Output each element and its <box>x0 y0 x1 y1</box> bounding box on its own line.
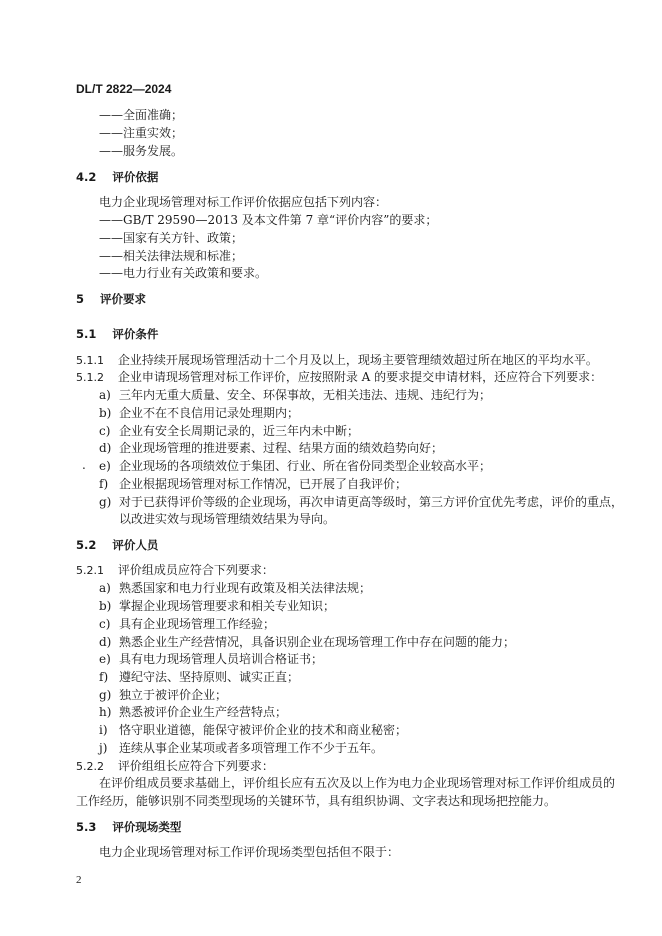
list-text: 独立于被评价企业； <box>119 688 228 702</box>
list-text: 熟悉被评价企业生产经营特点； <box>119 705 288 719</box>
list-text: 企业根据现场管理对标工作情况，已开展了自我评价； <box>119 477 408 491</box>
list-label: f) <box>99 477 109 491</box>
list-text: 对于已获得评价等级的企业现场，再次申请更高等级时，第三方评价宜优先考虑，评价的重点， <box>119 495 624 509</box>
list-item <box>99 405 299 421</box>
list-item <box>99 598 335 614</box>
list-label: e) <box>99 652 111 666</box>
list-label: h) <box>99 705 112 719</box>
list-label: g) <box>99 495 112 509</box>
list-item <box>99 387 491 403</box>
list-text: 企业有安全长周期记录的，近三年内未中断； <box>119 424 360 438</box>
list-item-continuation: 以改进实效与现场管理绩效结果为导向。 <box>119 512 336 526</box>
list-label: c) <box>99 424 111 438</box>
list-item <box>99 440 443 456</box>
list-item <box>99 740 383 756</box>
section-number: 5.1 <box>76 327 97 341</box>
clause-number: 5.1.1 <box>76 354 104 367</box>
list-text: 具有企业现场管理工作经验； <box>119 617 276 631</box>
list-item <box>99 494 623 510</box>
section-title: 评价要求 <box>100 292 147 306</box>
list-item: ——国家有关方针、政策； <box>99 231 244 245</box>
list-item: ——GB/T 29590—2013 及本文件第 7 章“评价内容”的要求； <box>99 213 438 227</box>
intro-item: ——全面准确； <box>99 108 184 122</box>
list-item <box>99 669 299 685</box>
section-number: 5 <box>76 292 85 306</box>
list-label: c) <box>99 617 111 631</box>
list-item <box>99 616 275 632</box>
clause-5-1-1 <box>76 352 598 369</box>
clause-number: 5.2.1 <box>76 564 104 577</box>
list-item <box>99 458 491 474</box>
list-text: 企业不在不良信用记录处理期内； <box>119 406 300 420</box>
list-item: ——电力行业有关政策和要求。 <box>99 266 268 280</box>
list-item <box>99 651 323 667</box>
list-item <box>99 722 407 738</box>
clause-5-1-2 <box>76 369 602 386</box>
intro-item: ——服务发展。 <box>99 144 184 158</box>
list-text: 遵纪守法、坚持原则、诚实正直； <box>119 670 300 684</box>
section-number: 5.3 <box>76 820 97 834</box>
list-text: 熟悉国家和电力行业现有政策及相关法律法规； <box>119 581 372 595</box>
list-text: 恪守职业道德，能保守被评价企业的技术和商业秘密； <box>119 723 408 737</box>
section-5-2-heading <box>76 537 158 553</box>
section-title: 评价人员 <box>112 538 159 552</box>
paragraph-line: 工作经历，能够识别不同类型现场的关键环节，具有组织协调、文字表达和现场把控能力。 <box>76 794 557 808</box>
clause-number: 5.2.2 <box>76 760 104 773</box>
list-label: a) <box>99 388 111 402</box>
section-title: 评价现场类型 <box>112 820 182 834</box>
page-number: 2 <box>76 874 82 886</box>
list-label: b) <box>99 599 112 613</box>
section-5-3-lead: 电力企业现场管理对标工作评价现场类型包括但不限于： <box>99 845 400 859</box>
list-label: j) <box>99 741 108 755</box>
section-4-2-lead: 电力企业现场管理对标工作评价依据应包括下列内容： <box>99 195 388 209</box>
clause-text: 企业申请现场管理对标工作评价，应按照附录 A 的要求提交申请材料，还应符合下列要求： <box>117 370 603 384</box>
list-label: i) <box>99 723 108 737</box>
list-label: b) <box>99 406 112 420</box>
section-title: 评价依据 <box>112 170 159 184</box>
list-text: 具有电力现场管理人员培训合格证书； <box>119 652 324 666</box>
list-text: 企业现场管理的推进要素、过程、结果方面的绩效趋势向好； <box>119 441 444 455</box>
list-item <box>99 634 515 650</box>
section-number: 4.2 <box>76 170 97 184</box>
list-text: 连续从事企业某项或者多项管理工作不少于五年。 <box>119 741 384 755</box>
list-item <box>99 476 407 492</box>
list-item <box>99 580 371 596</box>
list-label: a) <box>99 581 111 595</box>
list-text: 熟悉企业生产经营情况，具备识别企业在现场管理工作中存在问题的能力； <box>119 635 516 649</box>
section-5-1-heading <box>76 326 158 342</box>
list-item <box>99 423 359 439</box>
stray-dot: . <box>82 458 86 472</box>
clause-text: 评价组成员应符合下列要求： <box>117 563 274 577</box>
list-item <box>99 704 287 720</box>
clause-5-2-1 <box>76 562 274 579</box>
doc-id-header: DL/T 2822—2024 <box>76 82 172 96</box>
section-4-2-heading <box>76 169 158 185</box>
list-label: d) <box>99 635 112 649</box>
list-label: e) <box>99 459 111 473</box>
clause-number: 5.1.2 <box>76 371 104 384</box>
section-title: 评价条件 <box>112 327 159 341</box>
list-label: f) <box>99 670 109 684</box>
paragraph-line: 在评价组成员要求基础上，评价组长应有五次及以上作为电力企业现场管理对标工作评价组成员的 <box>99 776 616 790</box>
section-number: 5.2 <box>76 538 97 552</box>
list-item <box>99 687 227 703</box>
list-label: d) <box>99 441 112 455</box>
clause-text: 企业持续开展现场管理活动十二个月及以上，现场主要管理绩效超过所在地区的平均水平。 <box>117 353 598 367</box>
clause-text: 评价组组长应符合下列要求： <box>117 759 274 773</box>
list-item: ——相关法律法规和标准； <box>99 249 244 263</box>
list-text: 掌握企业现场管理要求和相关专业知识； <box>119 599 336 613</box>
list-label: g) <box>99 688 112 702</box>
list-text: 三年内无重大质量、安全、环保事故，无相关违法、违规、违纪行为； <box>119 388 492 402</box>
clause-5-2-2 <box>76 758 274 775</box>
list-text: 企业现场的各项绩效位于集团、行业、所在省份同类型企业较高水平； <box>119 459 492 473</box>
section-5-3-heading <box>76 819 181 835</box>
section-5-heading <box>76 291 146 307</box>
intro-item: ——注重实效； <box>99 126 184 140</box>
